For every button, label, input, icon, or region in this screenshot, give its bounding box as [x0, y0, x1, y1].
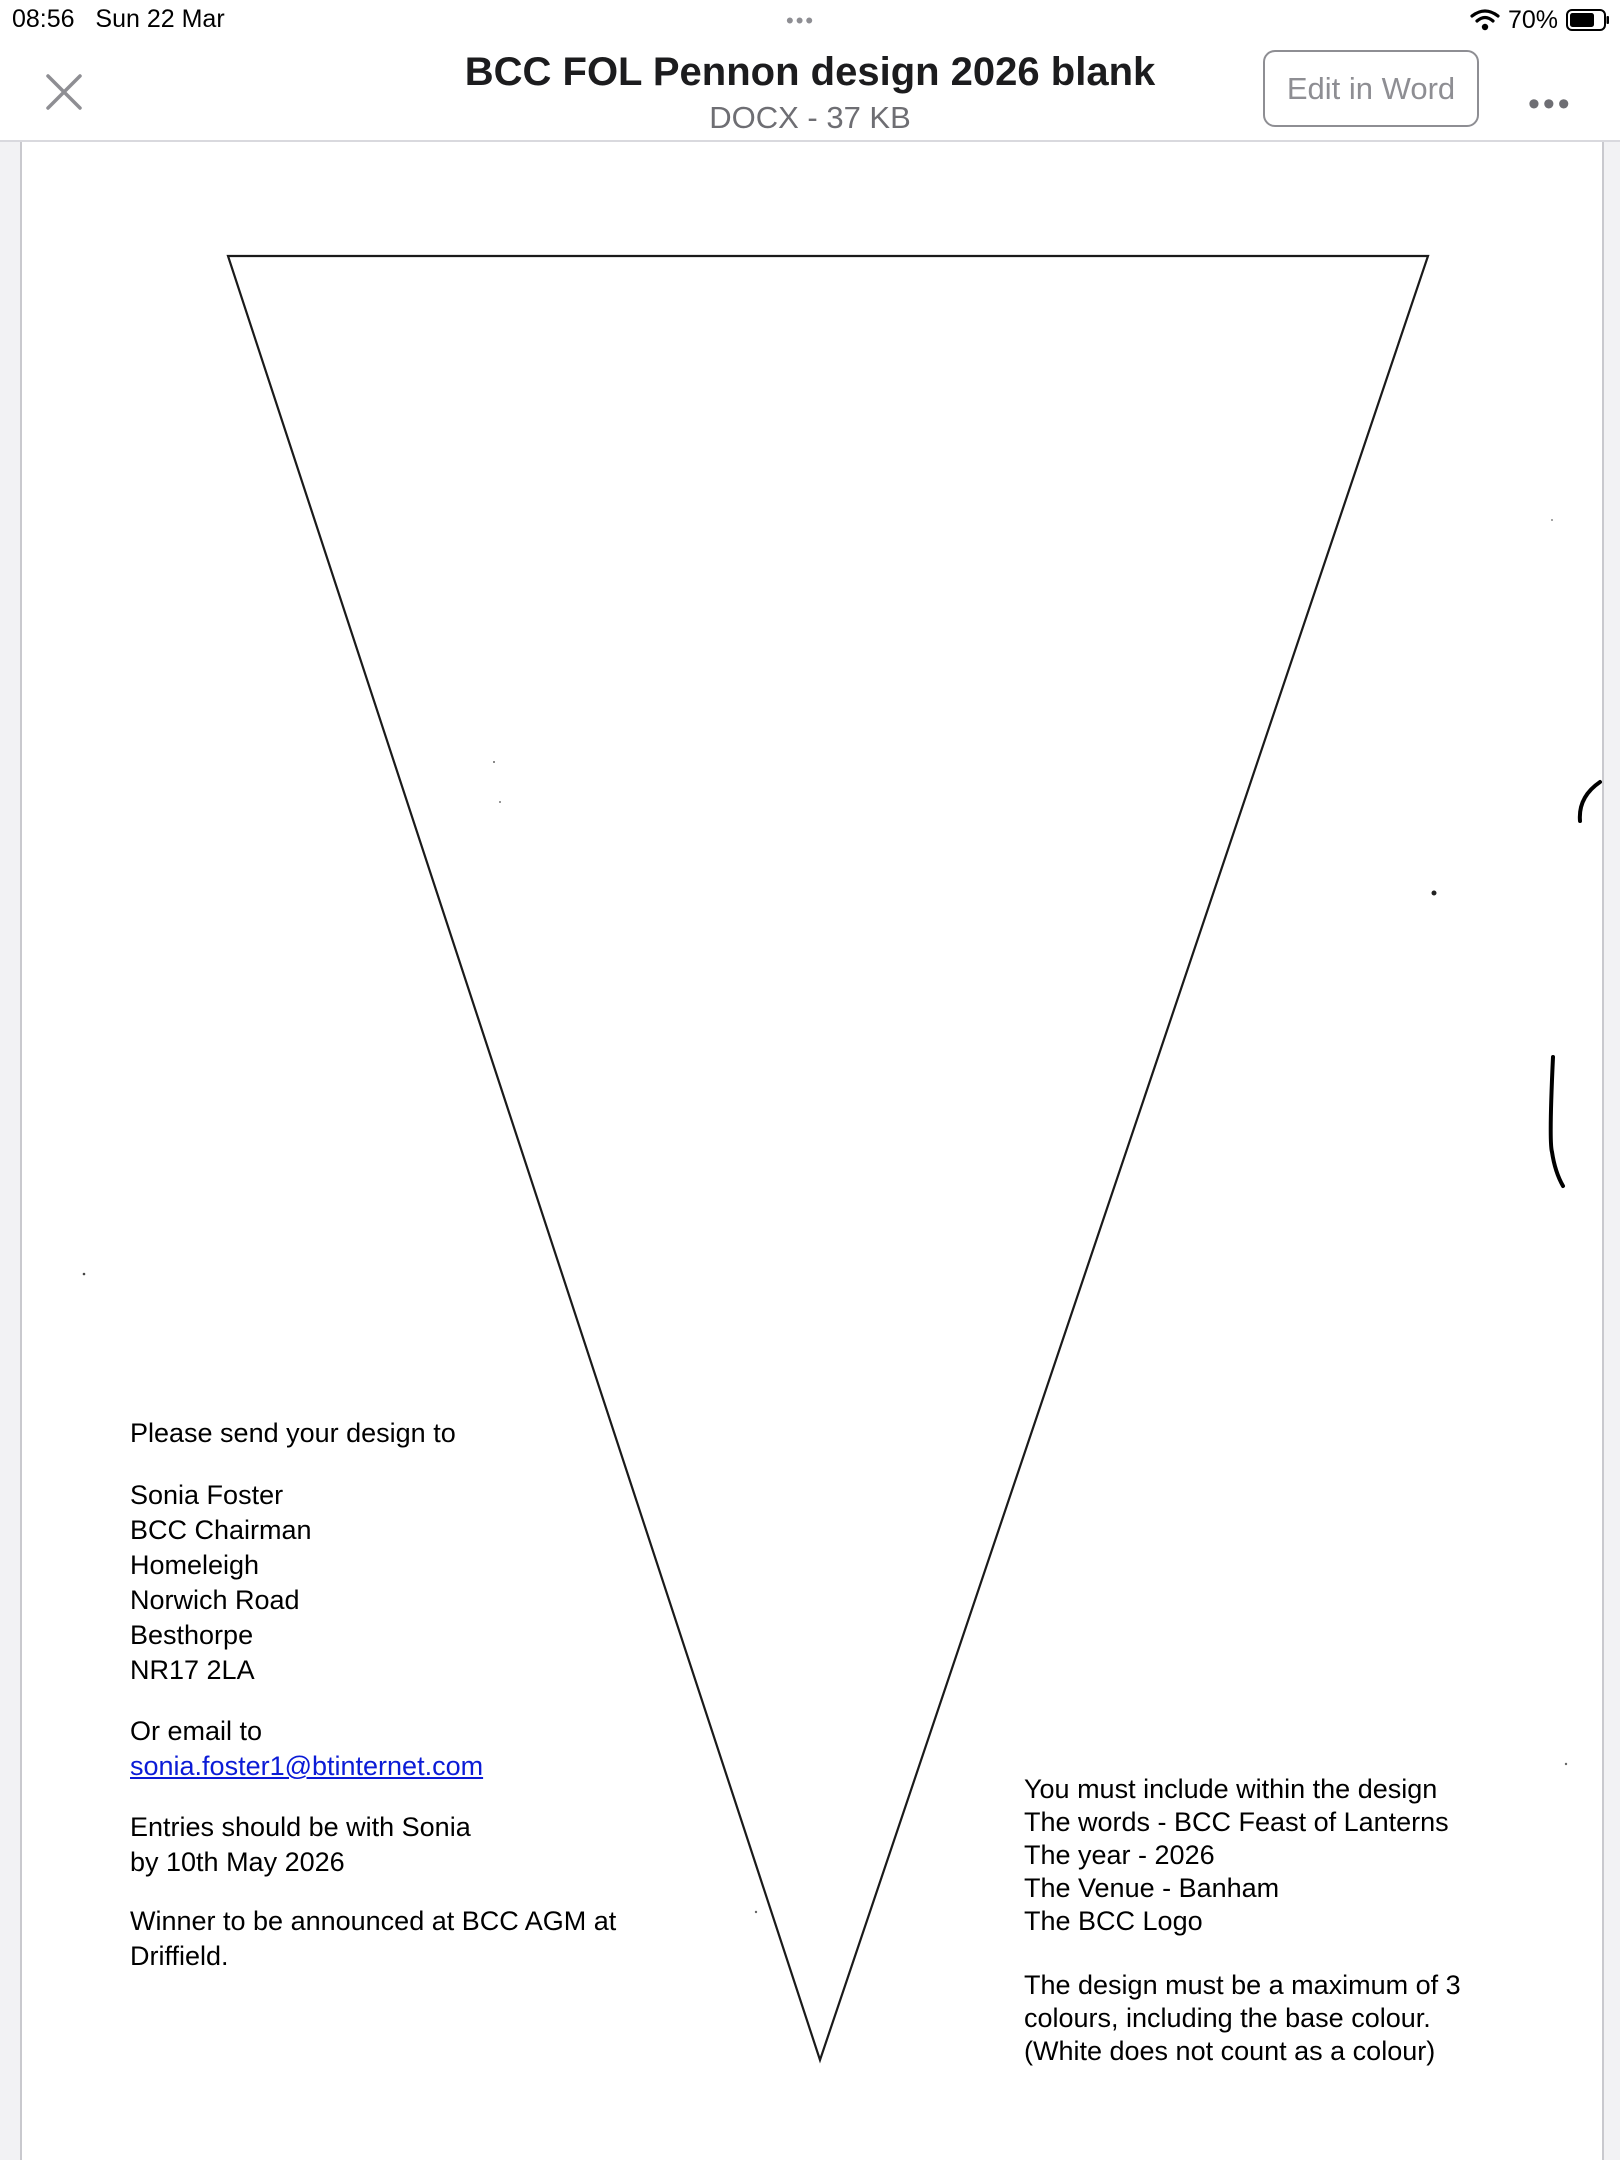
address-line: Norwich Road	[130, 1585, 300, 1615]
address-line: Sonia Foster	[130, 1480, 284, 1510]
requirement-line: You must include within the design	[1024, 1774, 1438, 1804]
scan-speck	[493, 761, 495, 763]
requirement-line: The words - BCC Feast of Lanterns	[1024, 1807, 1449, 1837]
requirement-line: The year - 2026	[1024, 1840, 1215, 1870]
battery-icon	[1566, 9, 1610, 31]
battery-percentage: 70%	[1507, 5, 1558, 34]
intro-line: Please send your design to	[130, 1418, 456, 1448]
edit-in-word-button[interactable]: Edit in Word	[1263, 50, 1479, 127]
document-title: BCC FOL Pennon design 2026 blank	[464, 50, 1156, 94]
status-bar	[0, 0, 1620, 40]
winner-line: Driffield.	[130, 1941, 229, 1971]
address-line: BCC Chairman	[130, 1515, 312, 1545]
email-intro: Or email to	[130, 1716, 263, 1746]
submission-instructions	[130, 1416, 616, 1974]
scan-speck	[755, 1911, 757, 1913]
scan-speck	[499, 801, 501, 803]
requirement-line: The Venue - Banham	[1024, 1873, 1280, 1903]
colours-note-line: The design must be a maximum of 3	[1024, 1970, 1461, 2000]
multitasking-dots-icon[interactable]: •••	[786, 8, 816, 33]
document-header: BCC FOL Pennon design 2026 blank DOCX - 37 KB Edit in Word •••	[0, 40, 1620, 142]
document-subtitle: DOCX - 37 KB	[709, 100, 911, 135]
colours-note-line: colours, including the base colour.	[1024, 2003, 1431, 2033]
status-date: Sun 22 Mar	[95, 5, 225, 33]
scan-speck	[1565, 1763, 1567, 1765]
status-indicators	[1470, 4, 1610, 36]
address-line: NR17 2LA	[130, 1655, 255, 1685]
document-page[interactable]	[20, 142, 1604, 2160]
pen-stroke-mark	[1551, 1057, 1563, 1186]
scan-speck	[1551, 519, 1553, 521]
scan-speck	[83, 1273, 86, 1276]
requirement-line: The BCC Logo	[1024, 1906, 1203, 1936]
status-time: 08:56	[12, 5, 75, 33]
status-time-date	[12, 5, 225, 34]
scan-speck	[1432, 891, 1437, 896]
address-line: Besthorpe	[130, 1620, 254, 1650]
address-line: Homeleigh	[130, 1550, 260, 1580]
close-icon[interactable]	[40, 68, 88, 116]
colours-note-line: (White does not count as a colour)	[1024, 2036, 1436, 2066]
deadline-line: Entries should be with Sonia	[130, 1812, 471, 1842]
design-requirements	[1024, 1773, 1461, 2068]
deadline-line: by 10th May 2026	[130, 1847, 345, 1877]
email-link[interactable]: sonia.foster1@btinternet.com	[130, 1751, 484, 1781]
pen-stroke-mark	[1580, 782, 1600, 821]
wifi-icon	[1470, 8, 1500, 32]
winner-line: Winner to be announced at BCC AGM at	[130, 1906, 617, 1936]
